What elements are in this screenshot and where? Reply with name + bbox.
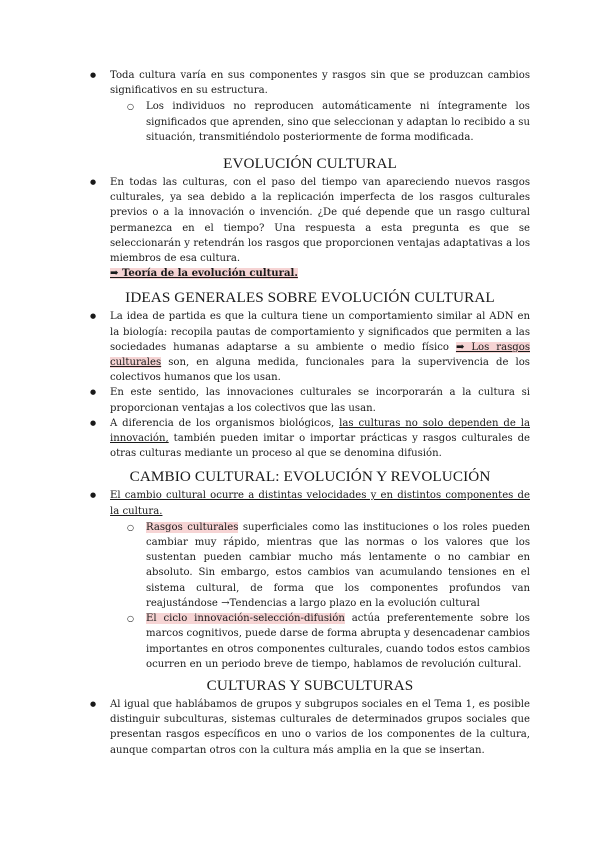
section-title-cambio: CAMBIO CULTURAL: EVOLUCIÓN Y REVOLUCIÓN (129, 468, 491, 486)
intro-sub-text: Los individuos no reproducen automáticamente ni íntegramente los significados que aprenden, sino que seleccionan y adaptan lo recibido a su situación, transmitiéndolo posteriormente de forma modificada. (146, 101, 530, 143)
ideas-bullet3-text: A diferencia de los organismos biológicos, (110, 417, 340, 429)
cambio-list (90, 488, 530, 671)
list-item (90, 175, 530, 266)
cambio-sublist (110, 520, 530, 672)
ideas-bullet3-underlined: las culturas no solo dependen de la innovación, (110, 417, 530, 445)
ideas-bullet2-text: En este sentido, las innovaciones culturales se incorporarán a la cultura si proporcionan ventajas a los colectivos que las usan. (110, 387, 530, 414)
culturas-list (90, 697, 530, 758)
list-item (127, 99, 530, 145)
evolucion-list (90, 175, 530, 266)
culturas-bullet-text: Al igual que hablábamos de grupos y subgrupos sociales en el Tema 1, es posible distinguir subculturas, sistemas culturales de determinados grupos sociales que presentan rasgos específicos en uno o varios de los componentes de la cultura, aunque compartan otros con la cultura más amplia en la que se insertan. (110, 698, 530, 756)
list-item (90, 68, 530, 145)
list-item (90, 488, 530, 671)
cambio-sub1-text: superficiales como las instituciones o los roles pueden cambiar muy rápido, mientras que las normas o los valores que los sustentan pueden cambiar mucho más lentamente o no cambiar en absoluto. Sin embargo, estos cambios van acumulando tensiones en el sistema cultural, de forma que los componentes profundos van reajustándose →Tendencias a largo plazo en la evolución cultural (146, 521, 530, 609)
list-item (90, 309, 530, 385)
intro-bullet-text: Toda cultura varía en sus componentes y rasgos sin que se produzcan cambios significativos en su estructura. (110, 70, 530, 97)
ideas-list (90, 309, 530, 461)
ideas-bullet1-text: La idea de partida es que la cultura tiene un comportamiento similar al ADN en la biología: recopila pautas de comportamiento y significados que permiten a las sociedades humanas adaptarse a su ambiente o medio físico (110, 311, 530, 353)
section-title-ideas: IDEAS GENERALES SOBRE EVOLUCIÓN CULTURAL (125, 289, 495, 307)
list-item (127, 520, 530, 611)
section-title-culturas: CULTURAS Y SUBCULTURAS (206, 676, 414, 694)
evolucion-bullet-text: En todas las culturas, con el paso del tiempo van apareciendo nuevos rasgos culturales, ya sea debido a la replicación imperfecta de los rasgos culturales previos o a la innovación o invención. ¿De qué depende que un rasgo cultural permanezca en el tiempo? Una respuesta a esta pregunta es que se seleccionarán y retendrán los rasgos que proporcionen ventajas adaptativas a los miembros de esa cultura. (110, 177, 530, 265)
ideas-bullet3-text-cont: también pueden imitar o importar prácticas y rasgos culturales de otras culturas mediante un proceso al que se denomina difusión. (110, 433, 530, 460)
section-title-evolucion: EVOLUCIÓN CULTURAL (223, 155, 397, 173)
cambio-sub2-text: actúa preferentemente sobre los marcos cognitivos, puede darse de forma abrupta y desencadenar cambios importantes en otros componentes culturales, cuando todos estos cambios ocurren en un periodo breve de tiempo, hablamos de revolución cultural. (146, 613, 530, 670)
cambio-bullet-text: El cambio cultural ocurre a distintas velocidades y en distintos componentes de la cultura. (110, 490, 530, 517)
list-item (90, 697, 530, 758)
list-item (90, 385, 530, 415)
intro-sublist (110, 99, 530, 145)
teoria-evolucion-link[interactable]: ➡ Teoría de la evolución cultural. (110, 268, 298, 280)
list-item (127, 611, 530, 672)
list-item (90, 416, 530, 462)
intro-list (90, 68, 530, 145)
evolucion-link-line (110, 266, 530, 281)
rasgos-culturales-highlight: Rasgos culturales (146, 521, 239, 533)
ideas-bullet1-text-cont: son, en alguna medida, funcionales para la supervivencia de los colectivos humanos que los usan. (110, 357, 530, 384)
ciclo-highlight: El ciclo innovación-selección-difusión (146, 613, 345, 625)
rasgos-culturales-link[interactable]: ➡ Los rasgos culturales (110, 341, 530, 369)
